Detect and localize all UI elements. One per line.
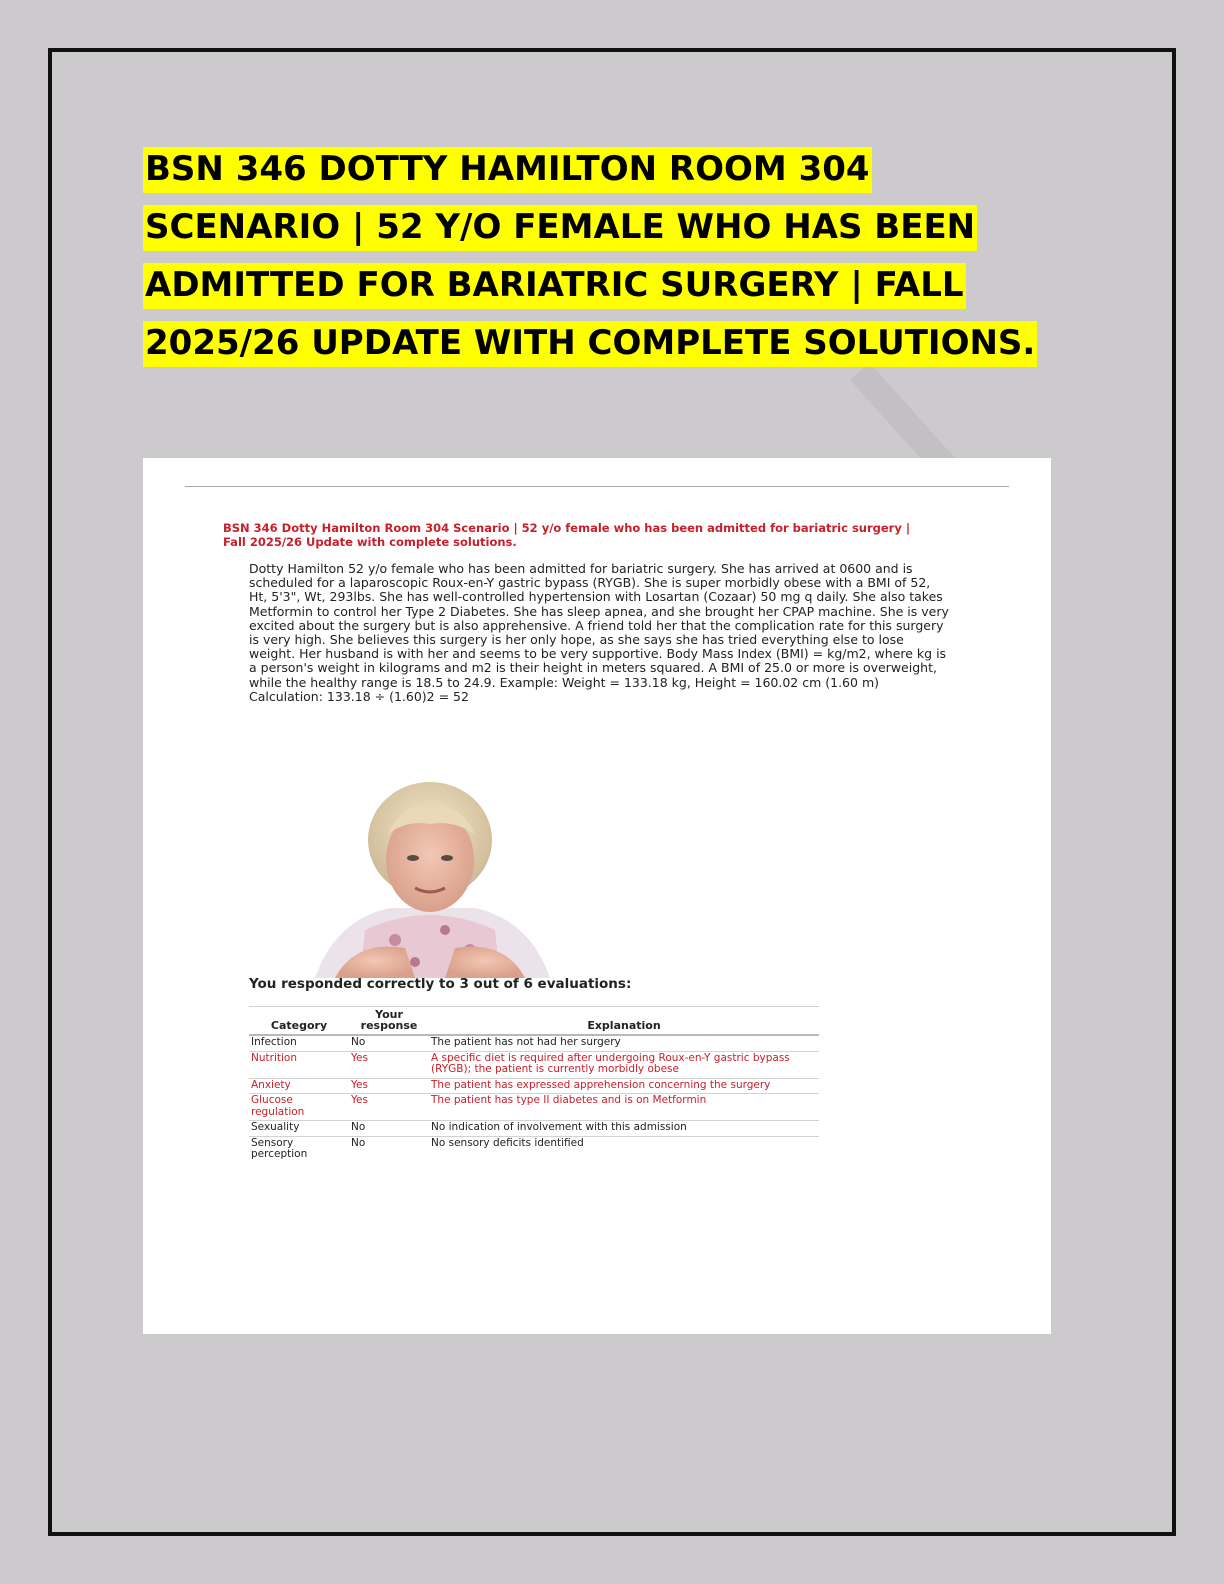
title-line: 2025/26 UPDATE WITH COMPLETE SOLUTIONS. [143,321,1037,367]
cell-category: Anxiety [249,1078,349,1094]
cell-response: Yes [349,1094,429,1121]
table-row [249,1035,819,1051]
title-line: ADMITTED FOR BARIATRIC SURGERY | FALL [143,263,966,309]
cell-response: No [349,1121,429,1137]
cell-explanation: The patient has expressed apprehension concerning the surgery [429,1078,819,1094]
scenario-body: Dotty Hamilton 52 y/o female who has been admitted for bariatric surgery. She has arrived at 0600 and is scheduled for a laparoscopic Roux-en-Y gastric bypass (RYGB). She is super morbidly obese with a BMI of 52, Ht, 5'3", Wt, 293lbs. She has well-controlled hypertension with Losartan (Cozaar) 50 mg q daily. She also takes Metformin to control her Type 2 Diabetes. She has sleep apnea, and she brought her CPAP machine. She is very excited about the surgery but is also apprehensive. A friend told her that the complication rate for this surgery is very high. She believes this surgery is her only hope, as she says she has tried everything else to lose weight. Her husband is with her and seems to be very supportive. Body Mass Index (BMI) = kg/m2, where kg is a person's weight in kilograms and m2 is their height in meters squared. A BMI of 25.0 or more is overweight, while the healthy range is 18.5 to 24.9. Example: Weight = 133.18 kg, Height = 160.02 cm (1.60 m) Calculation: 133.18 ÷ (1.60)2 = 52 [249,561,949,704]
scenario-heading: BSN 346 Dotty Hamilton Room 304 Scenario | 52 y/o female who has been admitted for bariatric surgery | Fall 2025/26 Update with complete solutions. [223,521,911,549]
cell-explanation: No indication of involvement with this admission [429,1121,819,1137]
cell-response: Yes [349,1078,429,1094]
cell-explanation: A specific diet is required after undergoing Roux-en-Y gastric bypass (RYGB); the patient is currently morbidly obese [429,1051,819,1078]
table-row [249,1094,819,1121]
header-response: Your response [349,1007,429,1036]
divider [185,486,1009,487]
embedded-document-image [143,458,1051,1334]
cell-response: Yes [349,1051,429,1078]
cell-response: No [349,1035,429,1051]
header-explanation: Explanation [429,1007,819,1036]
header-category: Category [249,1007,349,1036]
cell-category: Infection [249,1035,349,1051]
table-row [249,1121,819,1137]
cell-category: Glucose regulation [249,1094,349,1121]
cell-category: Nutrition [249,1051,349,1078]
evaluation-table [249,1006,819,1163]
table-row [249,1078,819,1094]
table-row [249,1051,819,1078]
cell-explanation: No sensory deficits identified [431,1136,584,1149]
table-header-row [249,1007,819,1036]
cell-explanation: The patient has type II diabetes and is on Metformin [429,1094,819,1121]
title-line: SCENARIO | 52 Y/O FEMALE WHO HAS BEEN [143,205,977,251]
cell-response: No [351,1136,366,1149]
score-summary: You responded correctly to 3 out of 6 evaluations: [249,976,632,992]
cell-explanation: The patient has not had her surgery [429,1035,819,1051]
cell-category: Sensory perception [251,1136,308,1160]
document-title [143,140,1143,372]
title-line: BSN 346 DOTTY HAMILTON ROOM 304 [143,147,872,193]
table-row [249,1136,819,1163]
cell-category: Sexuality [249,1121,349,1137]
patient-photo [295,780,565,978]
